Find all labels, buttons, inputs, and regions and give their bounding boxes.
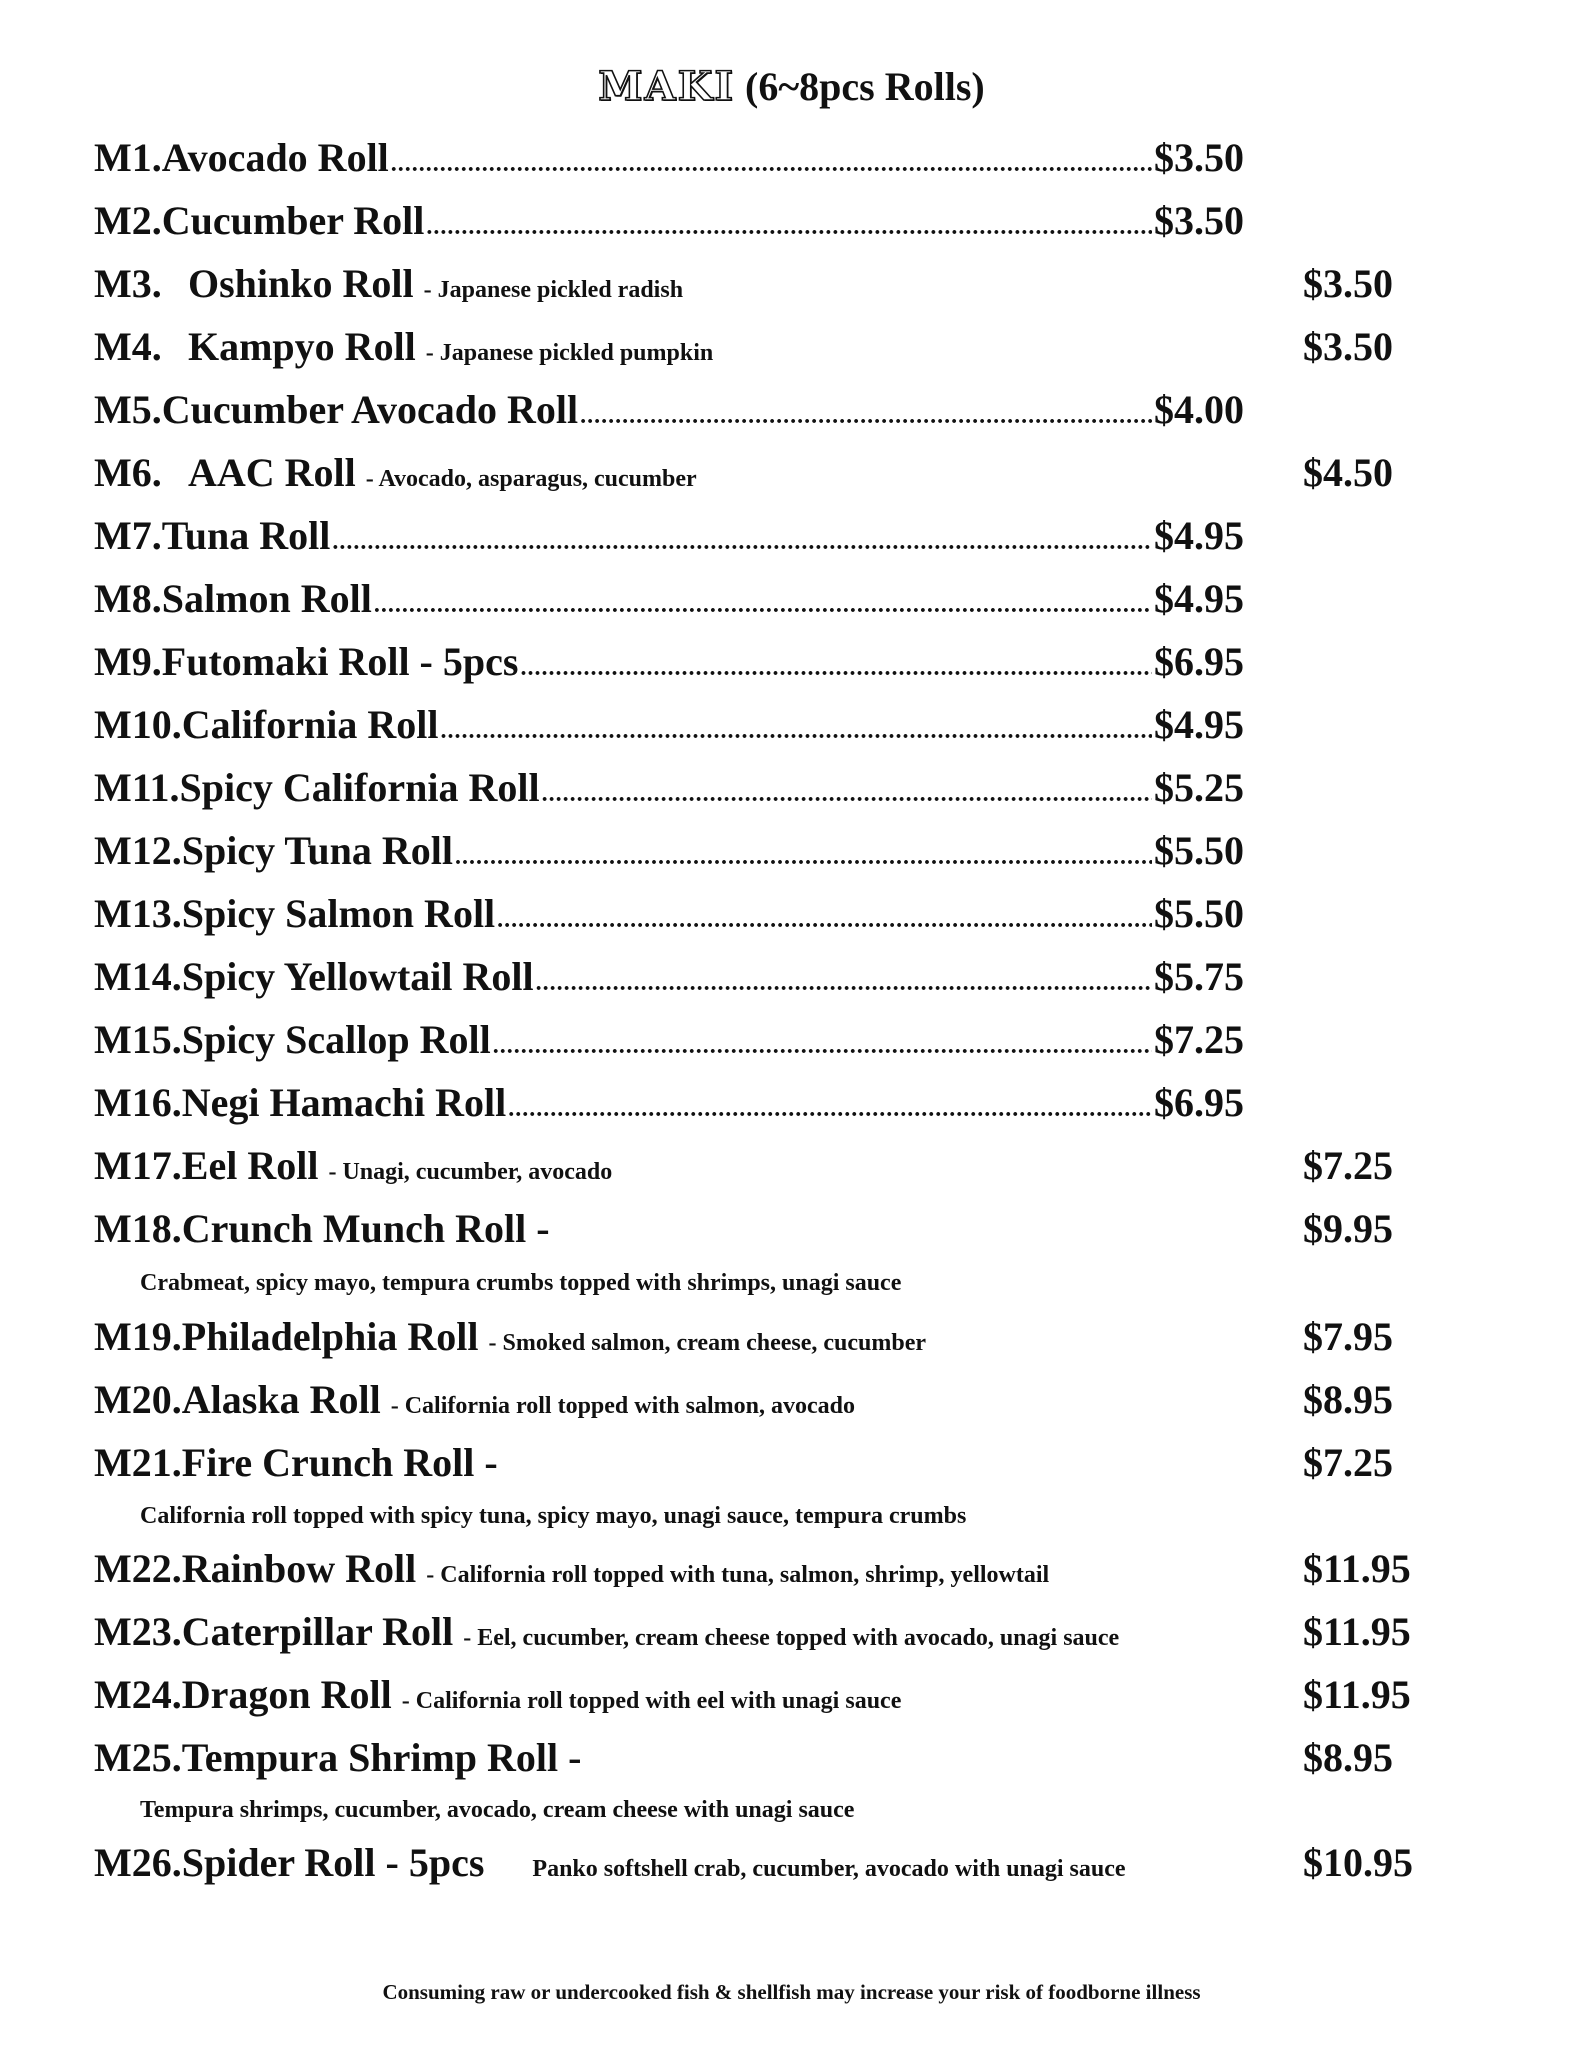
item-name: Kampyo Roll: [188, 324, 416, 369]
menu-title-sub: (6~8pcs Rolls): [745, 64, 985, 109]
item-code: M11.: [94, 765, 180, 810]
menu-item: [94, 445, 1434, 501]
item-name: Tempura Shrimp Roll -: [181, 1735, 582, 1780]
item-name: Alaska Roll: [181, 1377, 381, 1422]
item-code: M23.: [94, 1609, 182, 1654]
item-price: $10.95: [1303, 1840, 1413, 1885]
item-name: Rainbow Roll: [181, 1546, 417, 1591]
item-code: M16.: [94, 1080, 182, 1125]
item-code: M10.: [94, 702, 182, 747]
item-price: $4.95: [1154, 576, 1244, 621]
item-code: M25.: [94, 1735, 182, 1780]
item-price: $5.50: [1154, 891, 1244, 936]
menu-item: [94, 886, 1244, 942]
item-name: Fire Crunch Roll -: [181, 1440, 498, 1485]
item-code: M17.: [94, 1143, 182, 1188]
dot-leader: [542, 781, 1152, 808]
item-description: Tempura shrimps, cucumber, avocado, cream cheese with unagi sauce: [140, 1797, 855, 1823]
dot-leader: [493, 1033, 1152, 1060]
menu-item: [94, 1012, 1244, 1068]
menu-item: [94, 1604, 1434, 1660]
item-price: $5.50: [1154, 828, 1244, 873]
item-code: M7.: [94, 513, 162, 558]
item-name: Philadelphia Roll: [181, 1314, 479, 1359]
dot-leader: [580, 403, 1152, 430]
item-name: Crunch Munch Roll -: [181, 1206, 550, 1251]
menu-item: [94, 571, 1244, 627]
item-name: Spicy Yellowtail Roll: [181, 954, 534, 999]
item-price: $11.95: [1303, 1672, 1411, 1717]
menu-item: [94, 1201, 1434, 1257]
item-price: $7.25: [1154, 1017, 1244, 1062]
menu-item: [94, 193, 1244, 249]
dot-leader: [374, 592, 1152, 619]
menu-item: [94, 1541, 1434, 1597]
item-code: M18.: [94, 1206, 182, 1251]
item-code: M8.: [94, 576, 162, 621]
item-price: $6.95: [1154, 1080, 1244, 1125]
item-name: Caterpillar Roll: [181, 1609, 454, 1654]
item-name: Dragon Roll: [181, 1672, 392, 1717]
item-price: $3.50: [1154, 198, 1244, 243]
item-price: $3.50: [1303, 324, 1393, 369]
menu-item: [94, 1730, 1434, 1786]
dot-leader: [391, 151, 1152, 178]
menu-item: [94, 319, 1434, 375]
item-name: California Roll: [181, 702, 439, 747]
menu-item: [94, 1667, 1434, 1723]
menu-item: [94, 697, 1244, 753]
menu-item: [94, 1435, 1434, 1491]
item-name: Tuna Roll: [161, 513, 331, 558]
menu-title-main: MAKI: [598, 63, 736, 110]
menu-item: [94, 949, 1244, 1005]
item-code: M14.: [94, 954, 182, 999]
item-name: Spider Roll - 5pcs: [181, 1840, 485, 1885]
item-code: M26.: [94, 1840, 182, 1885]
item-price: $9.95: [1303, 1206, 1393, 1251]
item-price: $8.95: [1303, 1377, 1393, 1422]
item-description: - California roll topped with tuna, salmon, shrimp, yellowtail: [426, 1562, 1050, 1588]
item-name: Oshinko Roll: [188, 261, 414, 306]
item-name: Spicy Tuna Roll: [181, 828, 454, 873]
item-price: $4.50: [1303, 450, 1393, 495]
item-price: $3.50: [1303, 261, 1393, 306]
item-name: Futomaki Roll - 5pcs: [161, 639, 519, 684]
item-name: Avocado Roll: [161, 135, 389, 180]
item-code: M2.: [94, 198, 162, 243]
item-description: - California roll topped with eel with unagi sauce: [401, 1688, 902, 1714]
dot-leader: [332, 529, 1152, 556]
item-description: Panko softshell crab, cucumber, avocado with unagi sauce: [532, 1856, 1126, 1882]
item-code: M4.: [94, 324, 162, 369]
menu-item: [94, 823, 1244, 879]
item-description: - Smoked salmon, cream cheese, cucumber: [488, 1330, 927, 1356]
item-description: - California roll topped with salmon, avocado: [390, 1393, 855, 1419]
item-description: - Japanese pickled radish: [423, 277, 684, 303]
item-description: - Eel, cucumber, cream cheese topped with avocado, unagi sauce: [463, 1625, 1120, 1651]
item-price: $3.50: [1154, 135, 1244, 180]
item-code: M19.: [94, 1314, 182, 1359]
item-price: $5.75: [1154, 954, 1244, 999]
item-price: $7.95: [1303, 1314, 1393, 1359]
item-name: Eel Roll: [181, 1143, 319, 1188]
item-description: - Unagi, cucumber, avocado: [328, 1159, 613, 1185]
item-price: $7.25: [1303, 1440, 1393, 1485]
item-price: $11.95: [1303, 1546, 1411, 1591]
item-code: M6.: [94, 450, 162, 495]
dot-leader: [536, 970, 1152, 997]
item-price: $7.25: [1303, 1143, 1393, 1188]
item-code: M9.: [94, 639, 162, 684]
item-code: M5.: [94, 387, 162, 432]
item-price: $4.95: [1154, 702, 1244, 747]
menu-item: [94, 634, 1244, 690]
menu-item: [94, 1075, 1244, 1131]
menu-item: [94, 1309, 1434, 1365]
item-price: $4.95: [1154, 513, 1244, 558]
item-name: Spicy California Roll: [179, 765, 540, 810]
item-name: Spicy Salmon Roll: [181, 891, 496, 936]
item-code: M12.: [94, 828, 182, 873]
item-description: Crabmeat, spicy mayo, tempura crumbs topped with shrimps, unagi sauce: [140, 1270, 902, 1296]
item-code: M13.: [94, 891, 182, 936]
item-name: Cucumber Avocado Roll: [161, 387, 579, 432]
menu-item: [94, 130, 1244, 186]
item-price: $8.95: [1303, 1735, 1393, 1780]
item-price: $4.00: [1154, 387, 1244, 432]
item-price: $6.95: [1154, 639, 1244, 684]
item-name: Salmon Roll: [161, 576, 372, 621]
menu-item: [94, 1835, 1434, 1891]
item-name: Cucumber Roll: [161, 198, 425, 243]
item-description: - Avocado, asparagus, cucumber: [365, 466, 697, 492]
item-price: $5.25: [1154, 765, 1244, 810]
dot-leader: [426, 214, 1152, 241]
menu-item: [94, 508, 1244, 564]
item-code: M1.: [94, 135, 162, 180]
health-disclaimer: Consuming raw or undercooked fish & shellfish may increase your risk of foodborne illness: [382, 1980, 1201, 2004]
item-code: M21.: [94, 1440, 182, 1485]
item-name: AAC Roll: [188, 450, 356, 495]
item-code: M20.: [94, 1377, 182, 1422]
dot-leader: [497, 907, 1152, 934]
item-description: California roll topped with spicy tuna, spicy mayo, unagi sauce, tempura crumbs: [140, 1503, 967, 1529]
item-description: - Japanese pickled pumpkin: [425, 340, 714, 366]
item-name: Spicy Scallop Roll: [181, 1017, 491, 1062]
dot-leader: [455, 844, 1152, 871]
menu-item: [94, 1372, 1434, 1428]
dot-leader: [440, 718, 1152, 745]
dot-leader: [520, 655, 1152, 682]
menu-item: [94, 256, 1434, 312]
item-price: $11.95: [1303, 1609, 1411, 1654]
menu-item: [94, 760, 1244, 816]
dot-leader: [508, 1096, 1152, 1123]
item-code: M15.: [94, 1017, 182, 1062]
menu-item: [94, 1138, 1434, 1194]
item-code: M24.: [94, 1672, 182, 1717]
menu-item: [94, 382, 1244, 438]
item-code: M22.: [94, 1546, 182, 1591]
item-code: M3.: [94, 261, 162, 306]
item-name: Negi Hamachi Roll: [181, 1080, 507, 1125]
